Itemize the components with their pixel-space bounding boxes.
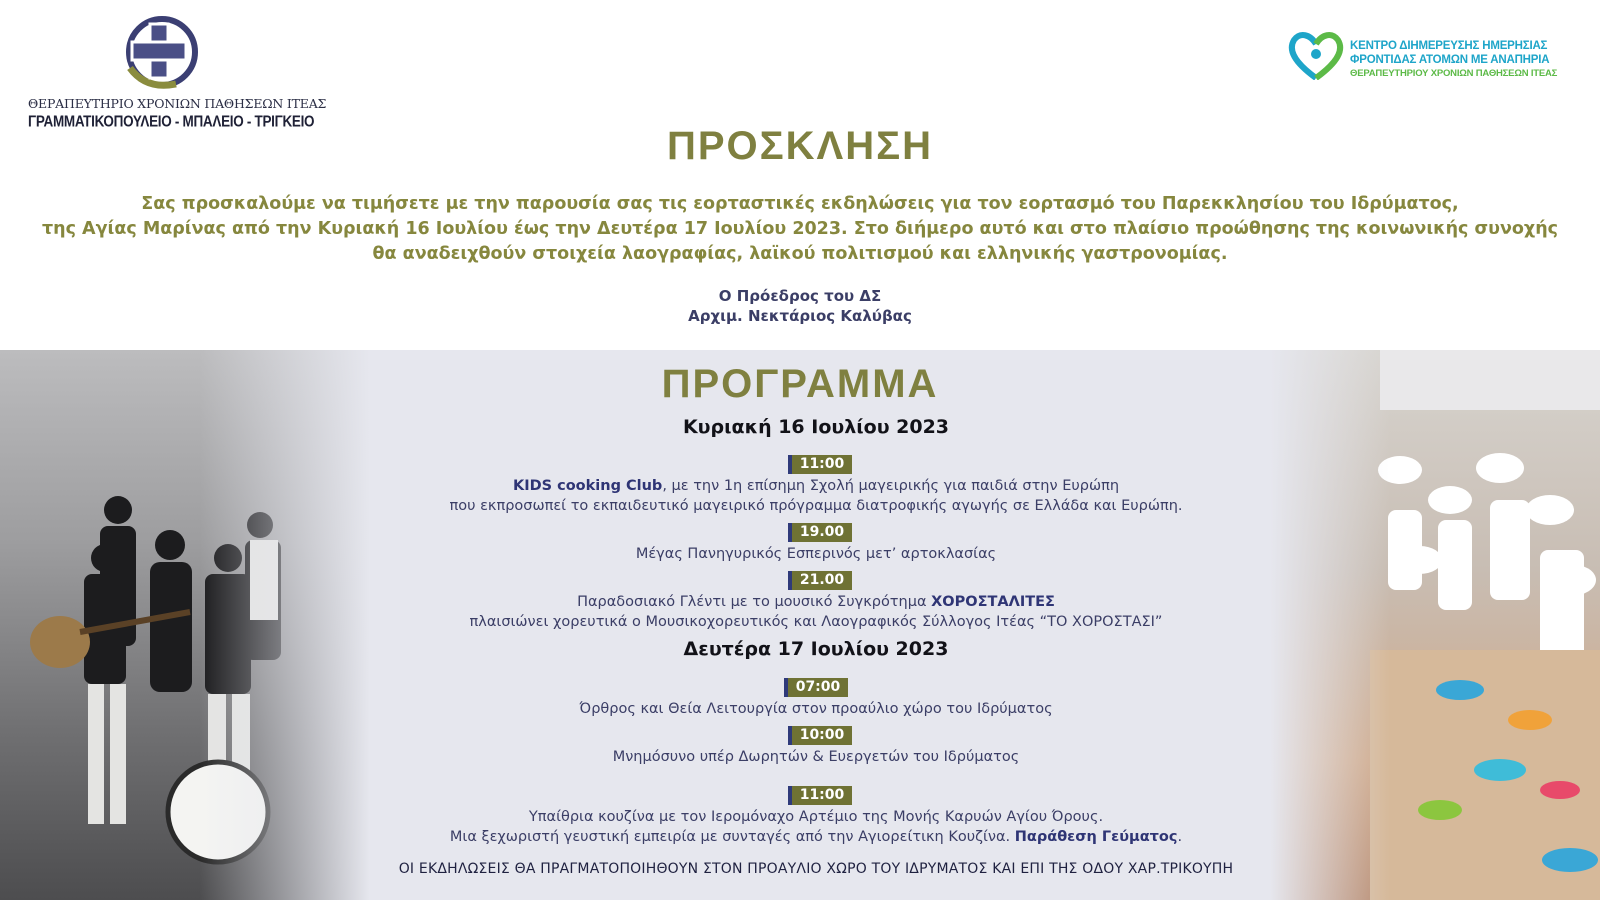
event-text: Παραδοσιακό Γλέντι με το μουσικό Συγκρότημα: [577, 594, 932, 610]
heart-hands-icon: [1288, 32, 1344, 80]
time-badge: 19.00: [788, 523, 852, 542]
invitation-line: Σας προσκαλούμε να τιμήσετε με την παρουσία σας τις εορταστικές εκδηλώσεις για τον εορτασμό του Παρεκκλησίου του Ιδρύματος,: [141, 194, 1459, 214]
event-description: πλαισιώνει χορευτικά ο Μουσικοχορευτικός και Λαογραφικός Σύλλογος Ιτέας “ΤΟ ΧΟΡΟΣΤΑΣΙ”: [469, 614, 1163, 630]
invitation-line: της Αγίας Μαρίνας από την Κυριακή 16 Ιουλίου έως την Δευτέρα 17 Ιουλίου 2023. Στο διήμερο αυτό και στο πλαίσιο προώθησης της κοινωνικής συνοχής: [41, 219, 1559, 239]
signature: [0, 286, 1600, 326]
time-badge: 11:00: [788, 455, 852, 474]
day2-heading: Δευτέρα 17 Ιουλίου 2023: [683, 638, 949, 660]
day-care-center-logo: [1288, 30, 1588, 86]
invitation-line: θα αναδειχθούν στοιχεία λαογραφίας, λαϊκού πολιτισμού και ελληνικής γαστρονομίας.: [372, 244, 1228, 264]
event-description: Υπαίθρια κουζίνα με τον Ιερομόναχο Αρτέμιο της Μονής Καρυών Αγίου Όρους.: [528, 809, 1104, 825]
event-text: , με την 1η επίσημη Σχολή μαγειρικής για παιδιά στην Ευρώπη: [662, 478, 1120, 494]
time-badge: 07:00: [784, 678, 848, 697]
invitation-text: [40, 192, 1560, 267]
signature-role: Ο Πρόεδρος του ΔΣ: [718, 287, 882, 305]
program-title: ΠΡΟΓΡΑΜΜΑ: [661, 362, 939, 406]
event-description: που εκπροσωπεί το εκπαιδευτικό μαγειρικό πρόγραμμα διατροφικής αγωγής σε Ελλάδα και Ευρώπη.: [449, 498, 1183, 514]
logo-right-line3: ΘΕΡΑΠΕΥΤΗΡΙΟΥ ΧΡΟΝΙΩΝ ΠΑΘΗΣΕΩΝ ΙΤΕΑΣ: [1350, 68, 1558, 79]
therapy-center-logo: [28, 16, 327, 136]
event-text: Μια ξεχωριστή γευστική εμπειρία με συνταγές από την Αγιορείτικη Κουζίνα.: [449, 829, 1015, 845]
logo-left-line2: ΓΡΑΜΜΑΤΙΚΟΠΟΥΛΕΙΟ - ΜΠΑΛΕΙΟ - ΤΡΙΓΚΕΙΟ: [28, 112, 315, 131]
time-badge: 21.00: [788, 571, 852, 590]
day1-heading: Κυριακή 16 Ιουλίου 2023: [682, 416, 950, 438]
event-text: .: [1177, 829, 1183, 845]
event-description: Μνημόσυνο υπέρ Δωρητών & Ευεργετών του Ιδρύματος: [612, 749, 1020, 765]
logo-right-line1: ΚΕΝΤΡΟ ΔΙΗΜΕΡΕΥΣΗΣ ΗΜΕΡΗΣΙΑΣ: [1350, 40, 1548, 52]
time-badge: 11:00: [788, 786, 852, 805]
event-highlight: Παράθεση Γεύματος: [1014, 829, 1178, 845]
event-highlight: ΧΟΡΟΣΤΑΛΙΤΕΣ: [931, 594, 1055, 610]
invitation-title: ΠΡΟΣΚΛΗΣΗ: [666, 124, 934, 168]
event-highlight: KIDS cooking Club: [512, 478, 663, 494]
event-description: Μέγας Πανηγυρικός Εσπερινός μετ’ αρτοκλασίας: [635, 546, 997, 562]
time-badge: 10:00: [788, 726, 852, 745]
event-description: Όρθρος και Θεία Λειτουργία στον προαύλιο χώρο του Ιδρύματος: [579, 701, 1053, 717]
venue-note: ΟΙ ΕΚΔΗΛΩΣΕΙΣ ΘΑ ΠΡΑΓΜΑΤΟΠΟΙΗΘΟΥΝ ΣΤΟΝ ΠΡΟΑΥΛΙΟ ΧΩΡΟ ΤΟΥ ΙΔΡΥΜΑΤΟΣ ΚΑΙ ΕΠΙ ΤΗΣ ΟΔΟΥ ΧΑΡ.ΤΡΙΚΟΥΠΗ: [398, 861, 1234, 877]
cross-logo-icon: [116, 16, 200, 96]
logo-left-line1: ΘΕΡΑΠΕΥΤΗΡΙΟ ΧΡΟΝΙΩΝ ΠΑΘΗΣΕΩΝ ΙΤΕΑΣ: [28, 96, 327, 111]
logo-right-line2: ΦΡΟΝΤΙΔΑΣ ΑΤΟΜΩΝ ΜΕ ΑΝΑΠΗΡΙΑ: [1350, 54, 1550, 66]
invitation-section: [0, 0, 1600, 350]
signature-name: Αρχιμ. Νεκτάριος Καλύβας: [688, 307, 912, 325]
